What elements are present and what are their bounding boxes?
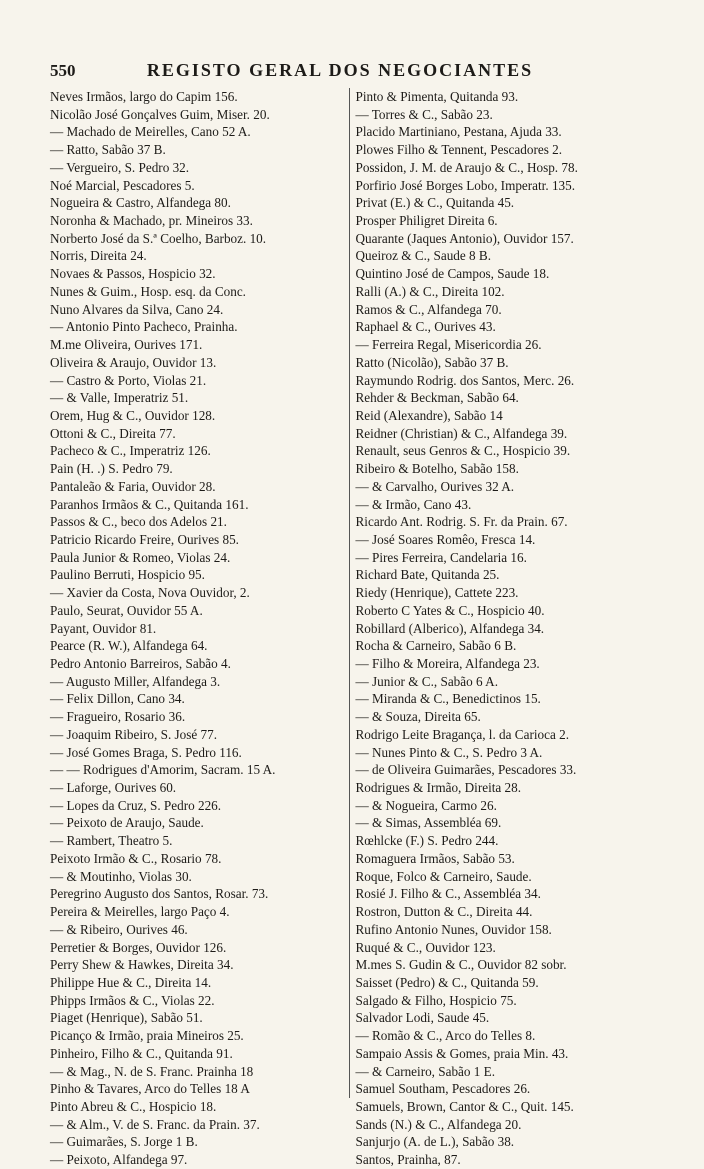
directory-entry: Peixoto Irmão & C., Rosario 78. [50,850,222,866]
directory-entry: Paranhos Irmãos & C., Quitanda 161. [50,496,249,512]
directory-entry: — Torres & C., Sabão 23. [355,106,493,122]
running-title: REGISTO GERAL DOS NEGOCIANTES [146,60,534,80]
directory-entry: — Filho & Moreira, Alfandega 23. [355,656,540,671]
directory-entry: Nogueira & Castro, Alfandega 80. [50,195,231,211]
directory-entry: Pearce (R. W.), Alfandega 64. [50,638,208,654]
directory-entry: Quarante (Jaques Antonio), Ouvidor 157. [355,230,574,246]
directory-entry: Queiroz & C., Saude 8 B. [355,248,492,264]
directory-entry: M.mes S. Gudin & C., Ouvidor 82 sobr. [355,957,567,973]
directory-entry: Rostron, Dutton & C., Direita 44. [355,904,533,920]
directory-entry: Richard Bate, Quitanda 25. [355,567,500,583]
directory-entry: — & Alm., V. de S. Franc. da Prain. 37. [50,1116,260,1132]
directory-entry: — Junior & C., Sabão 6 A. [355,673,498,689]
directory-entry: Nunes & Guim., Hosp. esq. da Conc. [50,283,246,299]
directory-entry: Ratto (Nicolão), Sabão 37 B. [355,354,509,370]
directory-entry: Philippe Hue & C., Direita 14. [50,974,212,990]
directory-entry: Neves Irmãos, largo do Capim 156. [50,89,238,104]
directory-entry: Sanjurjo (A. de L.), Sabão 38. [355,1134,515,1150]
directory-entry: Ralli (A.) & C., Direita 102. [355,283,505,299]
directory-entry: Pedro Antonio Barreiros, Sabão 4. [50,656,231,671]
directory-entry: Pinheiro, Filho & C., Quitanda 91. [50,1045,233,1061]
directory-entry: Ricardo Ant. Rodrig. S. Fr. da Prain. 67. [355,514,568,530]
directory-entry: — Laforge, Ourives 60. [50,780,177,796]
directory-entry: Paula Junior & Romeo, Violas 24. [50,549,231,565]
directory-entry: Roberto C Yates & C., Hospicio 40. [355,602,545,618]
directory-entry: — Ferreira Regal, Misericordia 26. [355,337,542,353]
directory-entry: Robillard (Alberico), Alfandega 34. [355,620,545,636]
directory-entry: Rocha & Carneiro, Sabão 6 B. [355,638,517,654]
directory-entry: — Lopes da Cruz, S. Pedro 226. [50,797,222,813]
directory-entry: Payant, Ouvidor 81. [50,620,157,636]
directory-entry: Novaes & Passos, Hospicio 32. [50,266,216,282]
directory-entry: Rufino Antonio Nunes, Ouvidor 158. [355,921,552,937]
directory-entry: Reid (Alexandre), Sabão 14 [355,407,503,423]
directory-entry: Rodrigo Leite Bragança, l. da Carioca 2. [355,726,569,742]
directory-entry: — Machado de Meirelles, Cano 52 A. [50,124,251,140]
directory-entry: — & Valle, Imperatriz 51. [50,390,189,406]
directory-entry: — Ratto, Sabão 37 B. [50,142,166,158]
directory-entry: Romaguera Irmãos, Sabão 53. [355,850,515,866]
directory-entry: — Nunes Pinto & C., S. Pedro 3 A. [355,744,543,760]
directory-entry: — Pires Ferreira, Candelaria 16. [355,549,527,565]
directory-entry: Paulo, Seurat, Ouvidor 55 A. [50,602,203,618]
directory-entry: Santos, Prainha, 87. [355,1152,461,1168]
directory-entry: Raymundo Rodrig. dos Santos, Merc. 26. [355,372,575,388]
right-column [349,88,651,1168]
directory-entry: Phipps Irmãos & C., Violas 22. [50,992,215,1008]
directory-entry: Pinto & Pimenta, Quitanda 93. [355,89,519,104]
directory-entry: Samuel Southam, Pescadores 26. [355,1081,531,1097]
directory-entry: — Joaquim Ribeiro, S. José 77. [50,726,218,742]
directory-entry: Privat (E.) & C., Quitanda 45. [355,195,515,211]
directory-entry: Renault, seus Genros & C., Hospicio 39. [355,443,571,459]
directory-entry: Samuels, Brown, Cantor & C., Quit. 145. [355,1098,574,1114]
directory-entry: — — Rodrigues d'Amorim, Sacram. 15 A. [50,762,276,778]
directory-entry: Prosper Philigret Direita 6. [355,213,498,229]
directory-entry: Pinto Abreu & C., Hospicio 18. [50,1098,217,1114]
directory-entry: Placido Martiniano, Pestana, Ajuda 33. [355,124,562,140]
directory-entry: Plowes Filho & Tennent, Pescadores 2. [355,142,563,158]
directory-entry: Perretier & Borges, Ouvidor 126. [50,939,227,955]
directory-entry: — Peixoto, Alfandega 97. [50,1152,188,1168]
directory-entry: Pinho & Tavares, Arco do Telles 18 A [50,1081,250,1097]
directory-entry: Porfirio José Borges Lobo, Imperatr. 135. [355,177,576,193]
directory-entry: Ribeiro & Botelho, Sabão 158. [355,461,519,477]
directory-entry: Ruqué & C., Ouvidor 123. [355,939,496,955]
directory-entry: Piaget (Henrique), Sabão 51. [50,1010,203,1026]
directory-columns [50,88,650,1168]
directory-entry: Sands (N.) & C., Alfandega 20. [355,1116,522,1132]
directory-entry: Pereira & Meirelles, largo Paço 4. [50,904,230,920]
directory-entry: Roque, Folco & Carneiro, Saude. [355,868,532,884]
directory-entry: — José Gomes Braga, S. Pedro 116. [50,744,242,760]
page-header [50,60,610,86]
directory-entry: Salvador Lodi, Saude 45. [355,1010,490,1026]
directory-entry: Noé Marcial, Pescadores 5. [50,177,195,193]
directory-entry: Patricio Ricardo Freire, Ourives 85. [50,531,239,547]
directory-entry: Pain (H. .) S. Pedro 79. [50,461,173,477]
directory-entry: Rosié J. Filho & C., Assembléa 34. [355,886,541,902]
directory-entry: — José Soares Romêo, Fresca 14. [355,531,536,547]
directory-entry: — & Simas, Assembléa 69. [355,815,502,831]
directory-entry: Orem, Hug & C., Ouvidor 128. [50,407,216,423]
directory-entry: — Vergueiro, S. Pedro 32. [50,159,190,175]
directory-entry: Pantaleão & Faria, Ouvidor 28. [50,478,216,494]
directory-entry: Perry Shew & Hawkes, Direita 34. [50,957,234,973]
directory-entry: — & Souza, Direita 65. [355,709,481,725]
directory-entry: Salgado & Filho, Hospicio 75. [355,992,517,1008]
directory-entry: — Xavier da Costa, Nova Ouvidor, 2. [50,585,250,601]
directory-entry: — & Carvalho, Ourives 32 A. [355,478,515,494]
directory-entry: — Guimarães, S. Jorge 1 B. [50,1134,198,1150]
directory-entry: — Romão & C., Arco do Telles 8. [355,1028,536,1044]
directory-entry: Oliveira & Araujo, Ouvidor 13. [50,354,217,370]
directory-entry: — & Ribeiro, Ourives 46. [50,921,188,937]
directory-entry: Reidner (Christian) & C., Alfandega 39. [355,425,568,441]
directory-entry: Ramos & C., Alfandega 70. [355,301,502,317]
directory-entry: Nicolão José Gonçalves Guim, Miser. 20. [50,106,270,122]
directory-entry: — de Oliveira Guimarães, Pescadores 33. [355,762,577,778]
directory-entry: Rehder & Beckman, Sabão 64. [355,390,519,406]
directory-entry: Norberto José da S.ª Coelho, Barboz. 10. [50,230,267,246]
directory-entry: M.me Oliveira, Ourives 171. [50,337,203,353]
directory-entry: Possidon, J. M. de Araujo & C., Hosp. 78. [355,159,578,175]
directory-entry: — & Moutinho, Violas 30. [50,868,192,884]
directory-entry: — Rambert, Theatro 5. [50,833,173,849]
directory-entry: — Antonio Pinto Pacheco, Prainha. [50,319,238,335]
directory-entry: — & Carneiro, Sabão 1 E. [355,1063,496,1079]
directory-entry: — & Nogueira, Carmo 26. [355,797,497,813]
directory-entry: — & Mag., N. de S. Franc. Prainha 18 [50,1063,254,1079]
directory-entry: Saisset (Pedro) & C., Quitanda 59. [355,974,539,990]
directory-entry: Passos & C., beco dos Adelos 21. [50,514,227,530]
directory-entry: — & Irmão, Cano 43. [355,496,472,512]
directory-entry: Pacheco & C., Imperatriz 126. [50,443,211,459]
directory-entry: Riedy (Henrique), Cattete 223. [355,585,519,601]
directory-entry: Quintino José de Campos, Saude 18. [355,266,550,282]
directory-entry: — Augusto Miller, Alfandega 3. [50,673,221,689]
directory-entry: Nuno Alvares da Silva, Cano 24. [50,301,224,317]
directory-entry: — Miranda & C., Benedictinos 15. [355,691,541,707]
directory-entry: Ottoni & C., Direita 77. [50,425,176,441]
directory-entry: Norris, Direita 24. [50,248,147,264]
directory-entry: Picanço & Irmão, praia Mineiros 25. [50,1028,244,1044]
directory-entry: Rodrigues & Irmão, Direita 28. [355,780,522,796]
page-number: 550 [50,61,76,80]
directory-entry: — Peixoto de Araujo, Saude. [50,815,204,831]
directory-entry: — Castro & Porto, Violas 21. [50,372,207,388]
directory-entry: Noronha & Machado, pr. Mineiros 33. [50,213,253,229]
directory-entry: Raphael & C., Ourives 43. [355,319,496,335]
directory-entry: Rœhlcke (F.) S. Pedro 244. [355,833,499,849]
left-column [50,88,349,1168]
directory-entry: Sampaio Assis & Gomes, praia Min. 43. [355,1045,569,1061]
directory-entry: — Fragueiro, Rosario 36. [50,709,186,725]
directory-entry: — Felix Dillon, Cano 34. [50,691,185,707]
directory-entry: Peregrino Augusto dos Santos, Rosar. 73. [50,886,269,902]
directory-entry: Paulino Berruti, Hospicio 95. [50,567,205,583]
